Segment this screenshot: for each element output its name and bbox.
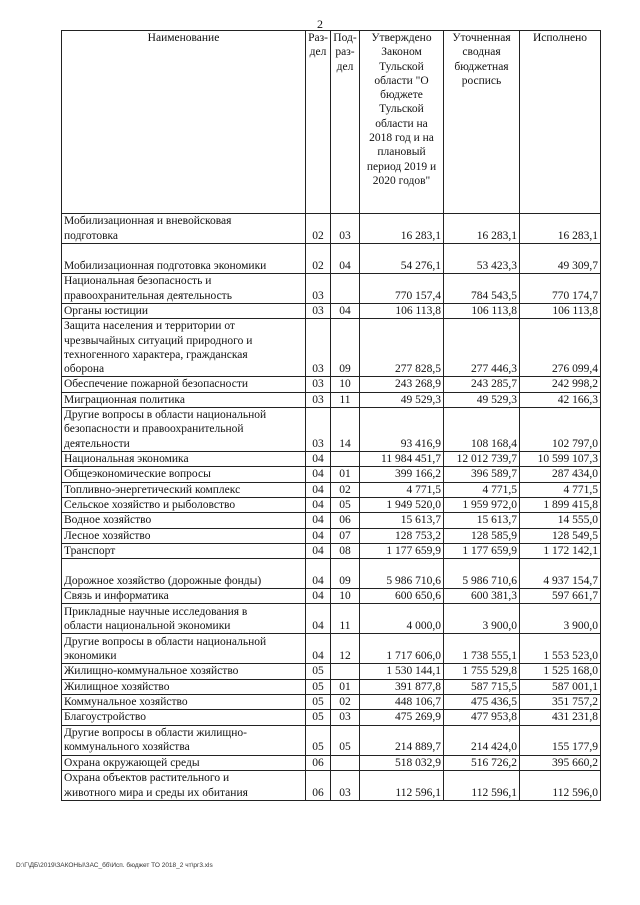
row-approved: 4 000,0	[360, 604, 444, 634]
row-approved: 391 877,8	[360, 679, 444, 694]
table-row	[62, 452, 601, 467]
row-approved: 214 889,7	[360, 725, 444, 755]
table-row	[62, 695, 601, 710]
row-refined: 5 986 710,6	[444, 559, 520, 589]
row-section: 05	[306, 679, 331, 694]
row-approved: 518 032,9	[360, 755, 444, 770]
row-executed: 287 434,0	[520, 467, 601, 482]
header-subsection: Под- раз- дел	[331, 31, 360, 214]
row-section: 03	[306, 408, 331, 452]
row-section: 05	[306, 725, 331, 755]
row-subsection: 10	[331, 589, 360, 604]
budget-table	[61, 30, 601, 801]
row-section: 04	[306, 589, 331, 604]
row-executed: 1 172 142,1	[520, 543, 601, 558]
row-subsection: 11	[331, 604, 360, 634]
row-approved: 399 166,2	[360, 467, 444, 482]
row-section: 04	[306, 513, 331, 528]
row-subsection: 14	[331, 408, 360, 452]
row-refined: 516 726,2	[444, 755, 520, 770]
table-row	[62, 319, 601, 377]
row-refined: 477 953,8	[444, 710, 520, 725]
table-row	[62, 755, 601, 770]
row-section: 05	[306, 664, 331, 679]
row-subsection: 05	[331, 725, 360, 755]
table-row	[62, 274, 601, 304]
row-subsection: 11	[331, 392, 360, 407]
row-executed: 431 231,8	[520, 710, 601, 725]
row-section: 06	[306, 755, 331, 770]
row-name: Защита населения и территории от чрезвычайных ситуаций природного и техногенного характера, гражданская оборона	[62, 319, 306, 377]
row-executed: 102 797,0	[520, 408, 601, 452]
row-subsection: 06	[331, 513, 360, 528]
row-subsection: 01	[331, 679, 360, 694]
table-row	[62, 482, 601, 497]
row-refined: 16 283,1	[444, 214, 520, 244]
row-approved: 11 984 451,7	[360, 452, 444, 467]
row-refined: 4 771,5	[444, 482, 520, 497]
table-row	[62, 244, 601, 274]
row-refined: 396 589,7	[444, 467, 520, 482]
row-subsection	[331, 664, 360, 679]
row-refined: 1 755 529,8	[444, 664, 520, 679]
row-executed: 49 309,7	[520, 244, 601, 274]
row-subsection: 12	[331, 634, 360, 664]
row-name: Национальная экономика	[62, 452, 306, 467]
row-approved: 5 986 710,6	[360, 559, 444, 589]
row-subsection: 04	[331, 244, 360, 274]
row-name: Лесное хозяйство	[62, 528, 306, 543]
row-name: Миграционная политика	[62, 392, 306, 407]
table-row	[62, 725, 601, 755]
row-subsection: 08	[331, 543, 360, 558]
row-section: 04	[306, 634, 331, 664]
row-executed: 16 283,1	[520, 214, 601, 244]
row-name: Прикладные научные исследования в области национальной экономики	[62, 604, 306, 634]
row-executed: 242 998,2	[520, 377, 601, 392]
row-section: 04	[306, 497, 331, 512]
row-name: Охрана окружающей среды	[62, 755, 306, 770]
row-approved: 448 106,7	[360, 695, 444, 710]
row-approved: 1 530 144,1	[360, 664, 444, 679]
row-approved: 54 276,1	[360, 244, 444, 274]
row-approved: 4 771,5	[360, 482, 444, 497]
row-executed: 1 525 168,0	[520, 664, 601, 679]
row-refined: 587 715,5	[444, 679, 520, 694]
row-refined: 277 446,3	[444, 319, 520, 377]
row-name: Национальная безопасность и правоохранительная деятельность	[62, 274, 306, 304]
row-approved: 49 529,3	[360, 392, 444, 407]
table-row	[62, 392, 601, 407]
header-section: Раз- дел	[306, 31, 331, 214]
row-section: 03	[306, 319, 331, 377]
row-executed: 42 166,3	[520, 392, 601, 407]
header-executed: Исполнено	[520, 31, 601, 214]
table-row	[62, 634, 601, 664]
row-name: Мобилизационная подготовка экономики	[62, 244, 306, 274]
row-subsection: 05	[331, 497, 360, 512]
row-refined: 49 529,3	[444, 392, 520, 407]
row-name: Мобилизационная и вневойсковая подготовка	[62, 214, 306, 244]
row-section: 04	[306, 528, 331, 543]
row-executed: 155 177,9	[520, 725, 601, 755]
row-executed: 1 553 523,0	[520, 634, 601, 664]
row-refined: 108 168,4	[444, 408, 520, 452]
row-executed: 14 555,0	[520, 513, 601, 528]
row-name: Другие вопросы в области национальной экономики	[62, 634, 306, 664]
row-name: Жилищное хозяйство	[62, 679, 306, 694]
row-name: Другие вопросы в области национальной безопасности и правоохранительной деятельности	[62, 408, 306, 452]
row-executed: 106 113,8	[520, 304, 601, 319]
header-name: Наименование	[62, 31, 306, 214]
row-refined: 15 613,7	[444, 513, 520, 528]
row-executed: 770 174,7	[520, 274, 601, 304]
row-name: Сельское хозяйство и рыболовство	[62, 497, 306, 512]
row-subsection: 04	[331, 304, 360, 319]
row-refined: 112 596,1	[444, 770, 520, 800]
row-section: 05	[306, 710, 331, 725]
row-refined: 1 959 972,0	[444, 497, 520, 512]
row-name: Охрана объектов растительного и животного мира и среды их обитания	[62, 770, 306, 800]
row-subsection: 02	[331, 695, 360, 710]
row-refined: 12 012 739,7	[444, 452, 520, 467]
table-row	[62, 664, 601, 679]
row-subsection: 07	[331, 528, 360, 543]
row-refined: 1 738 555,1	[444, 634, 520, 664]
row-subsection	[331, 452, 360, 467]
row-refined: 243 285,7	[444, 377, 520, 392]
row-executed: 128 549,5	[520, 528, 601, 543]
table-row	[62, 513, 601, 528]
row-approved: 1 177 659,9	[360, 543, 444, 558]
row-executed: 1 899 415,8	[520, 497, 601, 512]
row-name: Общеэкономические вопросы	[62, 467, 306, 482]
row-name: Органы юстиции	[62, 304, 306, 319]
row-name: Другие вопросы в области жилищно- коммунального хозяйства	[62, 725, 306, 755]
table-row	[62, 679, 601, 694]
row-name: Транспорт	[62, 543, 306, 558]
row-section: 03	[306, 377, 331, 392]
row-subsection: 03	[331, 710, 360, 725]
row-section: 04	[306, 452, 331, 467]
table-row	[62, 559, 601, 589]
row-executed: 276 099,4	[520, 319, 601, 377]
row-refined: 53 423,3	[444, 244, 520, 274]
table-row	[62, 214, 601, 244]
header-approved: Утверждено Законом Тульской области "О бюджете Тульской области на 2018 год и на плановый период 2019 и 2020 годов"	[360, 31, 444, 214]
table-row	[62, 497, 601, 512]
row-subsection: 03	[331, 770, 360, 800]
table-row	[62, 408, 601, 452]
row-refined: 784 543,5	[444, 274, 520, 304]
row-name: Жилищно-коммунальное хозяйство	[62, 664, 306, 679]
row-name: Водное хозяйство	[62, 513, 306, 528]
row-name: Благоустройство	[62, 710, 306, 725]
row-approved: 16 283,1	[360, 214, 444, 244]
row-approved: 93 416,9	[360, 408, 444, 452]
row-refined: 475 436,5	[444, 695, 520, 710]
row-approved: 112 596,1	[360, 770, 444, 800]
row-subsection: 01	[331, 467, 360, 482]
row-section: 03	[306, 392, 331, 407]
row-section: 04	[306, 604, 331, 634]
row-refined: 128 585,9	[444, 528, 520, 543]
row-section: 04	[306, 543, 331, 558]
row-section: 02	[306, 244, 331, 274]
row-approved: 1 949 520,0	[360, 497, 444, 512]
row-approved: 243 268,9	[360, 377, 444, 392]
row-approved: 128 753,2	[360, 528, 444, 543]
row-executed: 3 900,0	[520, 604, 601, 634]
row-executed: 4 937 154,7	[520, 559, 601, 589]
row-name: Коммунальное хозяйство	[62, 695, 306, 710]
row-section: 06	[306, 770, 331, 800]
row-name: Топливно-энергетический комплекс	[62, 482, 306, 497]
row-section: 04	[306, 467, 331, 482]
table-header-row	[62, 31, 601, 214]
row-executed: 4 771,5	[520, 482, 601, 497]
table-row	[62, 710, 601, 725]
row-subsection: 03	[331, 214, 360, 244]
row-section: 02	[306, 214, 331, 244]
row-section: 03	[306, 274, 331, 304]
row-approved: 600 650,6	[360, 589, 444, 604]
row-subsection	[331, 755, 360, 770]
table-row	[62, 604, 601, 634]
table-row	[62, 304, 601, 319]
row-refined: 1 177 659,9	[444, 543, 520, 558]
row-executed: 597 661,7	[520, 589, 601, 604]
row-subsection: 10	[331, 377, 360, 392]
row-section: 04	[306, 482, 331, 497]
row-approved: 277 828,5	[360, 319, 444, 377]
header-refined: Уточненная сводная бюджетная роспись	[444, 31, 520, 214]
row-section: 05	[306, 695, 331, 710]
page-number: 2	[317, 17, 323, 31]
row-approved: 770 157,4	[360, 274, 444, 304]
row-executed: 395 660,2	[520, 755, 601, 770]
row-name: Связь и информатика	[62, 589, 306, 604]
table-row	[62, 770, 601, 800]
file-path-footer: D:\Г\ДБ\2019\ЗАКОНЫ\ЗАС_бб\Исп. бюджет ТО 2018_2 чт\рг3.xls	[16, 862, 213, 869]
table-row	[62, 589, 601, 604]
row-approved: 475 269,9	[360, 710, 444, 725]
row-approved: 106 113,8	[360, 304, 444, 319]
table-row	[62, 543, 601, 558]
row-executed: 587 001,1	[520, 679, 601, 694]
row-section: 03	[306, 304, 331, 319]
row-name: Обеспечение пожарной безопасности	[62, 377, 306, 392]
row-subsection: 02	[331, 482, 360, 497]
row-subsection: 09	[331, 559, 360, 589]
table-row	[62, 467, 601, 482]
row-executed: 112 596,0	[520, 770, 601, 800]
row-name: Дорожное хозяйство (дорожные фонды)	[62, 559, 306, 589]
row-refined: 106 113,8	[444, 304, 520, 319]
row-approved: 1 717 606,0	[360, 634, 444, 664]
row-refined: 600 381,3	[444, 589, 520, 604]
row-section: 04	[306, 559, 331, 589]
row-subsection: 09	[331, 319, 360, 377]
row-refined: 214 424,0	[444, 725, 520, 755]
row-executed: 351 757,2	[520, 695, 601, 710]
row-subsection	[331, 274, 360, 304]
row-approved: 15 613,7	[360, 513, 444, 528]
row-executed: 10 599 107,3	[520, 452, 601, 467]
table-row	[62, 377, 601, 392]
row-refined: 3 900,0	[444, 604, 520, 634]
table-row	[62, 528, 601, 543]
